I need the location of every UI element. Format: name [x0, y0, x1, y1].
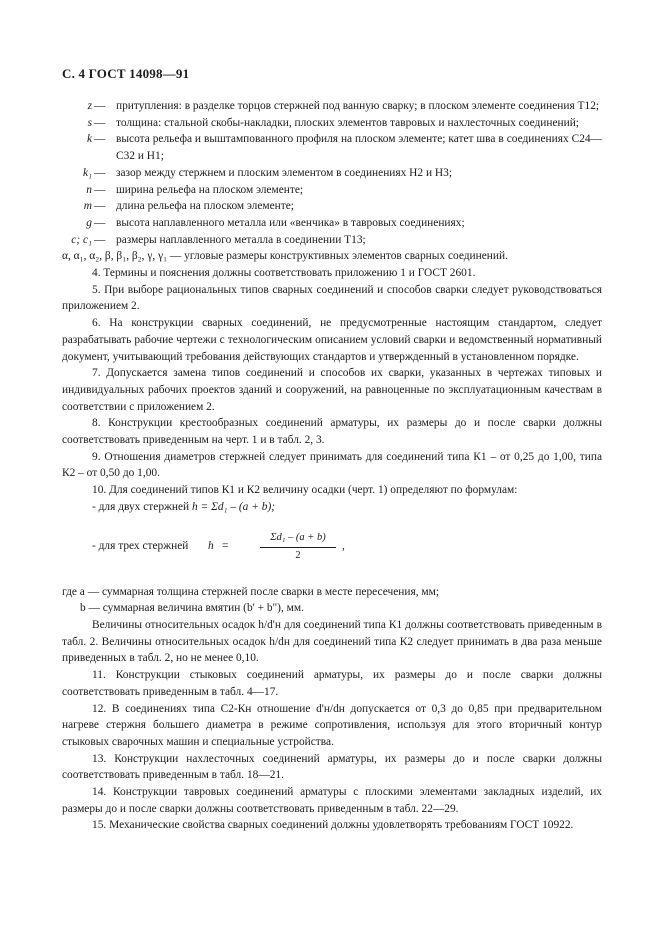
fraction-denominator: 2 — [295, 550, 301, 562]
paragraph-13: 13. Конструкции нахлесточных соединений арматуры, их размеры до и после сварки должны соответствовать приведенным в табл. 18—21. — [62, 752, 602, 782]
definition-symbol: k₁ — [82, 166, 92, 179]
fraction-numerator: Σd₁ – (a + b) — [260, 530, 336, 549]
definition-k1: k₁ — зазор между стержнем и плоским элементом в соединениях Н2 и Н3; — [62, 165, 602, 182]
definition-n: n — ширина рельефа на плоском элементе; — [62, 182, 602, 199]
definition-k: k — высота рельефа и выштампованного профиля на плоском элементе; катет шва в соединениях С24—С32 и Н1; — [62, 131, 602, 164]
paragraph-10: 10. Для соединений типов К1 и К2 величину осадки (черт. 1) определяют по формулам: — [92, 484, 518, 497]
definition-text: высота рельефа и выштампованного профиля на плоском элементе; катет шва в соединениях С24—С32 и Н1; — [116, 133, 602, 163]
paragraph-14: 14. Конструкции тавровых соединений арматуры с плоскими элементами закладных изделий, их размеры до и после сварки должны соответствовать приведенным в табл. 22—29. — [62, 786, 602, 815]
definition-symbol: c; c₁ — [71, 233, 92, 246]
definition-symbol: n — [86, 183, 92, 196]
definition-s: s — толщина: стальной скобы-накладки, плоских элементов тавровых и нахлесточных соединений; — [62, 115, 602, 132]
page-header: С. 4 ГОСТ 14098—91 — [62, 66, 190, 81]
definition-text: высота наплавленного металла или «венчика» в тавровых соединениях; — [116, 216, 465, 229]
formula-two-expression: h = Σd₁ – (a + b); — [192, 500, 276, 513]
formula-three-h: h — [208, 539, 214, 552]
definition-text: толщина: стальной скобы-накладки, плоских элементов тавровых и нахлесточных соединений; — [116, 116, 579, 129]
formula-two-bars — [62, 499, 602, 516]
definition-z: z — притупления: в разделке торцов стержней под ванную сварку; в плоском элементе соединения Т12; — [62, 98, 602, 115]
definition-c: c; c₁ — размеры наплавленного металла в соединении Т13; — [62, 232, 602, 249]
formula-three-fraction — [260, 530, 336, 565]
paragraph-8: 8. Конструкции крестообразных соединений арматуры, их размеры до и после сварки должны соответствовать приведенным на черт. 1 и в табл. 2, 3. — [62, 417, 602, 447]
paragraph-7: 7. Допускается замена типов соединений и способов их сварки, указанных в чертежах типовых и индивидуальных рабочих проектов зданий и сооружений, на равноценные по эксплуатационным качествам в соответствии с приложением 2. — [62, 367, 602, 413]
definition-text: притупления: в разделке торцов стержней под ванную сварку; в плоском элементе соединения Т12; — [116, 100, 600, 112]
formula-three-bars — [62, 530, 602, 564]
angles-definition: α, α₁, α₂, β, β₁, β₂, γ, γ₁ — угловые размеры конструктивных элементов сварных соединений. — [62, 250, 508, 263]
paragraph-12: 12. В соединениях типа С2-Кн отношение d'н/dн допускается от 0,3 до 0,85 при предварительном нагреве стержня большего диаметра в режиме сопротивления, используя для этого вторичный контур стыковых сварочных машин и специальные устройства. — [62, 702, 602, 748]
definition-text: ширина рельефа на плоском элементе; — [116, 183, 304, 196]
definition-m: m — длина рельефа на плоском элементе; — [62, 198, 602, 215]
paragraph-osadki: Величины относительных осадок h/d'н для соединений типа К1 должны соответствовать приведенным в табл. 2. Величины относительных осадок h/dн для соединений типа К2 следует принимать в два раза меньше приведенных в табл. 2, но не менее 0,10. — [62, 618, 602, 665]
formula-two-label: - для двух стержней — [92, 500, 190, 513]
where-b: b — суммарная величина вмятин (b' + b"), мм. — [80, 602, 304, 615]
definition-text: длина рельефа на плоском элементе; — [116, 200, 294, 213]
paragraph-4: 4. Термины и пояснения должны соответствовать приложению 1 и ГОСТ 2601. — [92, 267, 476, 280]
definition-text: размеры наплавленного металла в соединении Т13; — [116, 233, 366, 246]
paragraph-6: 6. На конструкции сварных соединений, не предусмотренные настоящим стандартом, следует разрабатывать рабочие чертежи с технологическим описанием условий сварки и ведомственный нормативный документ, учитывающий требования действующих стандартов и утвержденный в установленном порядке. — [62, 317, 602, 363]
definition-symbol: z — [87, 100, 92, 112]
definition-g: g — высота наплавленного металла или «венчика» в тавровых соединениях; — [62, 215, 602, 232]
formula-three-label: - для трех стержней — [92, 539, 189, 552]
paragraph-9: 9. Отношения диаметров стержней следует принимать для соединений типа К1 – от 0,25 до 1,00, типа К2 – от 0,50 до 1,00. — [62, 450, 602, 480]
definition-symbol: m — [83, 200, 92, 213]
formula-three-comma: , — [342, 539, 345, 552]
formula-three-equals: = — [222, 539, 229, 552]
definition-text: зазор между стержнем и плоским элементом в соединениях Н2 и Н3; — [116, 166, 452, 179]
document-body — [62, 98, 602, 834]
paragraph-15: 15. Механические свойства сварных соединений должны удовлетворять требованиям ГОСТ 10922. — [92, 819, 574, 832]
definition-symbol: s — [87, 116, 92, 129]
where-a: где a — суммарная толщина стержней после сварки в месте пересечения, мм; — [62, 585, 439, 598]
paragraph-11: 11. Конструкции стыковых соединений арматуры, их размеры до и после сварки должны соответствовать приведенным в табл. 4—17. — [62, 669, 602, 698]
definition-symbol: k — [86, 133, 92, 146]
definition-symbol: g — [86, 216, 92, 229]
paragraph-5: 5. При выборе рациональных типов сварных соединений и способов сварки следует руководствоваться приложением 2. — [62, 283, 602, 313]
